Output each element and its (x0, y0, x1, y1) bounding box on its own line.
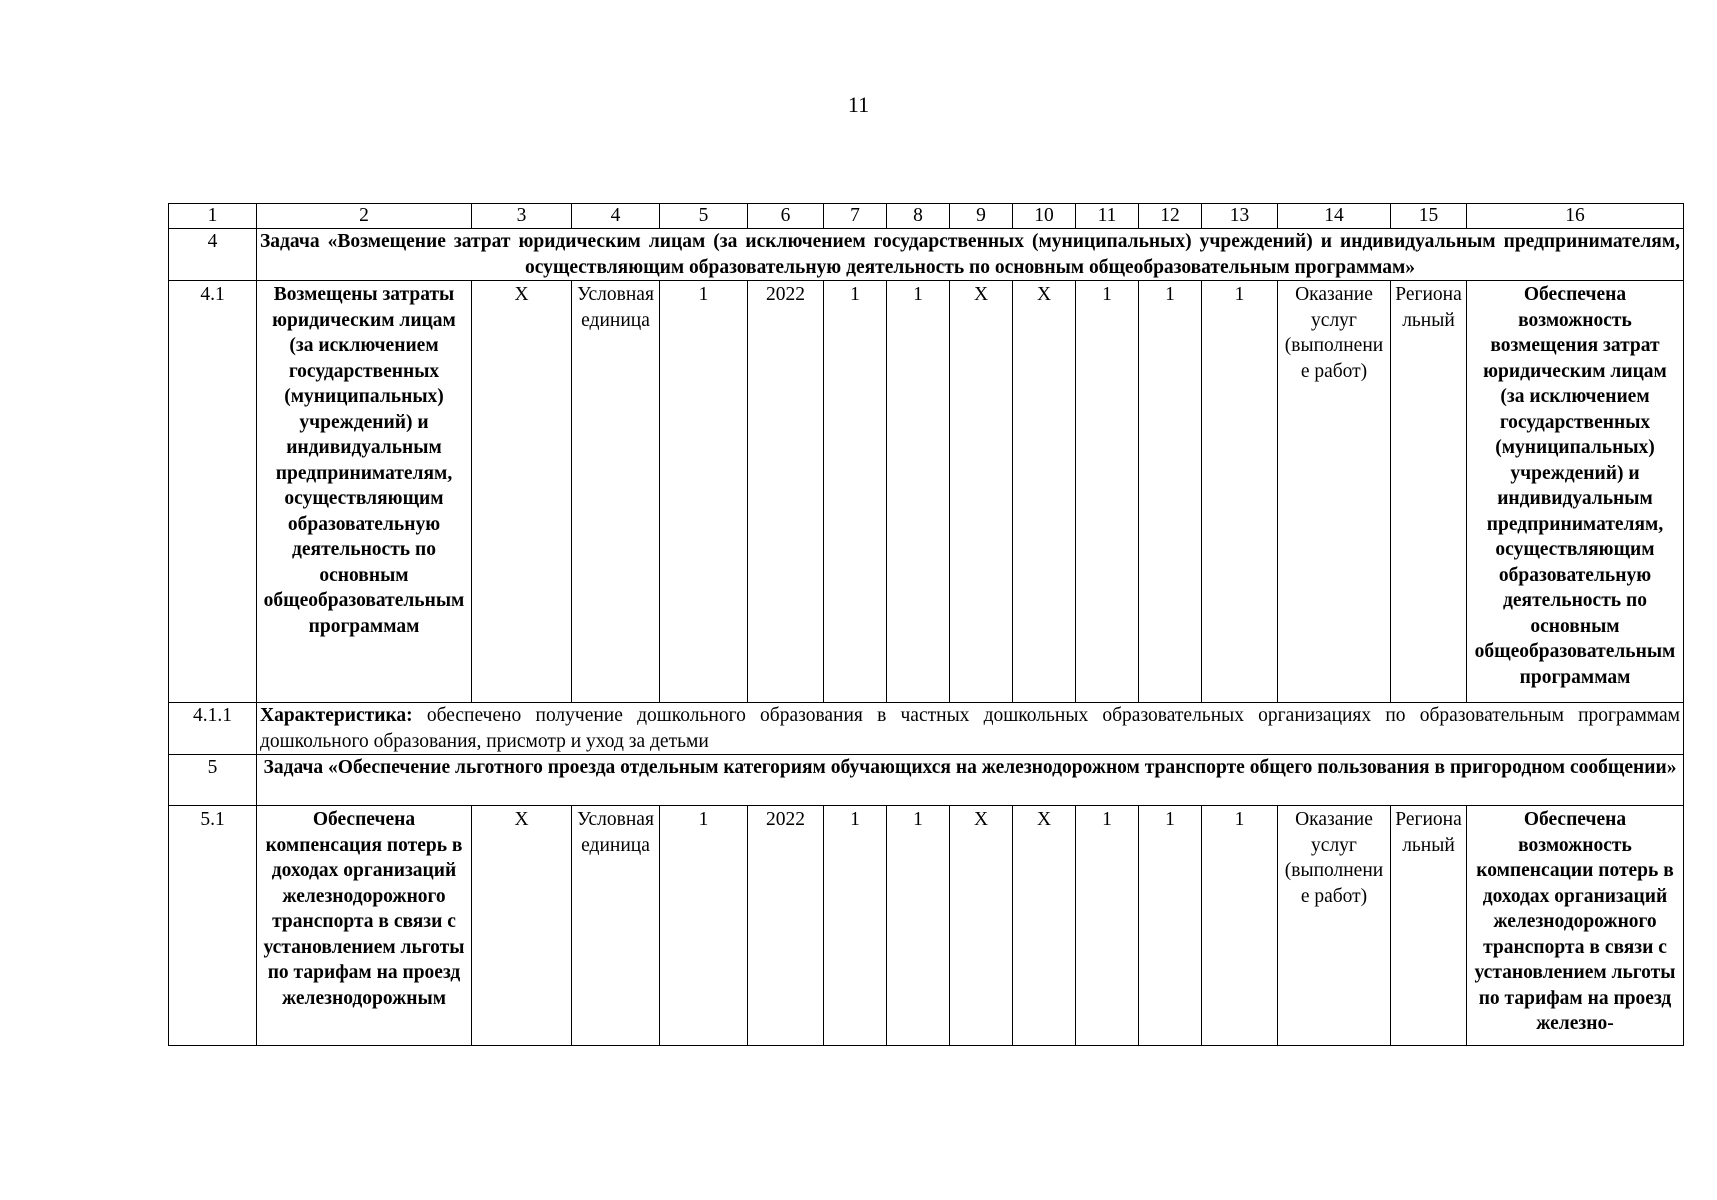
characteristic-text (257, 703, 1684, 755)
cell-level: Региональный (1391, 281, 1467, 703)
cell-year: 2022 (748, 806, 824, 1046)
characteristic-lead: Характеристика: (260, 705, 413, 726)
cell-year: 2022 (748, 281, 824, 703)
cell-col7: 1 (824, 806, 887, 1046)
cell-col10: Х (1013, 806, 1076, 1046)
row-number: 4 (169, 229, 257, 281)
cell-col11: 1 (1076, 281, 1139, 703)
header-cell: 10 (1013, 204, 1076, 229)
header-cell: 2 (257, 204, 472, 229)
cell-col5: 1 (660, 806, 748, 1046)
task-text: Задача «Обеспечение льготного проезда отдельным категориям обучающихся на железнодорожном транспорте общего пользования в пригородном сообщении» (257, 755, 1684, 806)
cell-col8: 1 (887, 806, 950, 1046)
cell-col5: 1 (660, 281, 748, 703)
header-cell: 14 (1278, 204, 1391, 229)
table-header-row (169, 204, 1684, 229)
header-cell: 13 (1202, 204, 1278, 229)
task-row-4 (169, 229, 1684, 281)
header-cell: 9 (950, 204, 1013, 229)
row-number: 4.1 (169, 281, 257, 703)
characteristic-row-4-1-1 (169, 703, 1684, 755)
header-cell: 7 (824, 204, 887, 229)
header-cell: 16 (1467, 204, 1684, 229)
cell-col13: 1 (1202, 281, 1278, 703)
result-name: Обеспечена компенсация потерь в доходах организаций железнодорожного транспорта в связи с установлением льготы по тарифам на проезд железнодорожным (257, 806, 472, 1046)
task-text: Задача «Возмещение затрат юридическим лицам (за исключением государственных (муниципальных) учреждений) и индивидуальным предпринимателям, осуществляющим образовательную деятельность по основным общеобразовательным программам» (257, 229, 1684, 281)
page-number: 11 (847, 92, 870, 117)
cell-col12: 1 (1139, 281, 1202, 703)
row-number: 5.1 (169, 806, 257, 1046)
cell-col7: 1 (824, 281, 887, 703)
cell-col3: Х (472, 281, 572, 703)
cell-level: Региональный (1391, 806, 1467, 1046)
row-number: 5 (169, 755, 257, 806)
cell-unit: Условная единица (572, 806, 660, 1046)
cell-type: Оказание услуг (выполнение работ) (1278, 806, 1391, 1046)
row-number: 4.1.1 (169, 703, 257, 755)
header-cell: 6 (748, 204, 824, 229)
result-name: Возмещены затраты юридическим лицам (за исключением государственных (муниципальных) учреждений) и индивидуальным предпринимателям, осуществляющим образовательную деятельность по основным общеобразовательным программам (257, 281, 472, 703)
characteristic-body: обеспечено получение дошкольного образования в частных дошкольных образовательных организациях по образовательным программам дошкольного образования, присмотр и уход за детьми (260, 705, 1681, 752)
header-cell: 11 (1076, 204, 1139, 229)
cell-col8: 1 (887, 281, 950, 703)
cell-col3: Х (472, 806, 572, 1046)
header-cell: 12 (1139, 204, 1202, 229)
header-cell: 1 (169, 204, 257, 229)
cell-unit: Условная единица (572, 281, 660, 703)
cell-col12: 1 (1139, 806, 1202, 1046)
cell-effect: Обеспечена возможность компенсации потерь в доходах организаций железнодорожного транспорта в связи с установлением льготы по тарифам на проезд железно- (1467, 806, 1684, 1046)
header-cell: 4 (572, 204, 660, 229)
header-cell: 15 (1391, 204, 1467, 229)
result-row-5-1 (169, 806, 1684, 1046)
header-cell: 5 (660, 204, 748, 229)
header-cell: 3 (472, 204, 572, 229)
task-row-5 (169, 755, 1684, 806)
cell-type: Оказание услуг (выполнение работ) (1278, 281, 1391, 703)
program-table (168, 203, 1684, 1046)
cell-col9: Х (950, 281, 1013, 703)
header-cell: 8 (887, 204, 950, 229)
cell-col11: 1 (1076, 806, 1139, 1046)
cell-col10: Х (1013, 281, 1076, 703)
result-row-4-1 (169, 281, 1684, 703)
cell-col13: 1 (1202, 806, 1278, 1046)
cell-effect: Обеспечена возможность возмещения затрат юридическим лицам (за исключением государственных (муниципальных) учреждений) и индивидуальным предпринимателям, осуществляющим образовательную деятельность по основным общеобразовательным программам (1467, 281, 1684, 703)
cell-col9: Х (950, 806, 1013, 1046)
